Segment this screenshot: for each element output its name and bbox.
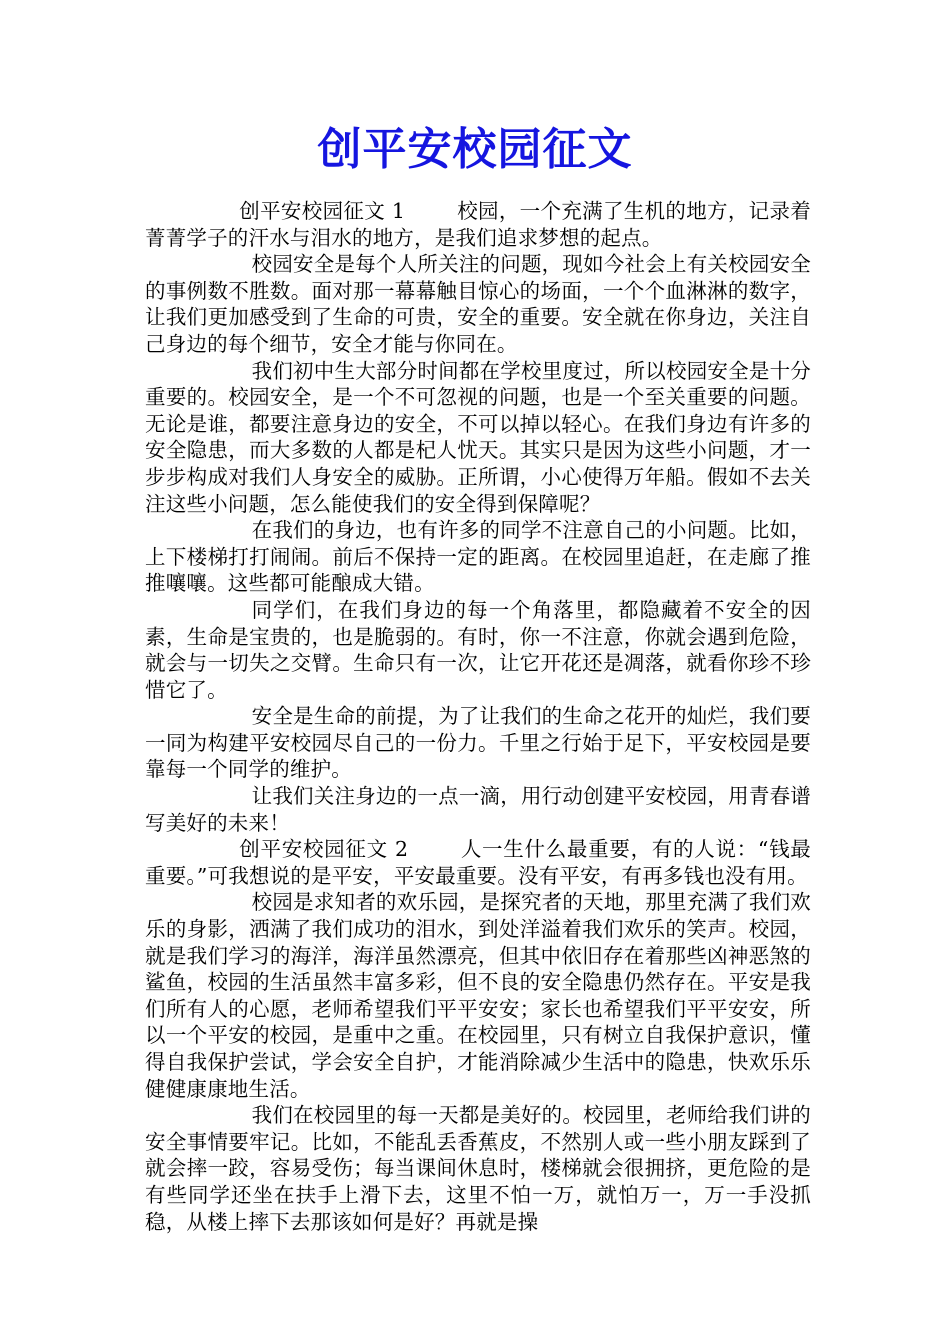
essay-2-first-paragraph (145, 836, 811, 889)
paragraph: 我们初中生大部分时间都在学校里度过，所以校园安全是十分重要的。校园安全，是一个不可忽视的问题，也是一个至关重要的问题。无论是谁，都要注意身边的安全，不可以掉以轻心。在我们身边有许多的安全隐患，而大多数的人都是杞人忧天。其实只是因为这些小问题，才一步步构成对我们人身安全的威胁。正所谓，小心使得万年船。假如不去关注这些小问题，怎么能使我们的安全得到保障呢？ (145, 358, 811, 516)
essay-1-first-paragraph (145, 198, 811, 251)
document-title: 创平安校园征文 (317, 124, 633, 175)
paragraph: 安全是生命的前提，为了让我们的生命之花开的灿烂，我们要一同为构建平安校园尽自己的一份力。千里之行始于足下，平安校园是要靠每一个同学的维护。 (145, 704, 811, 782)
paragraph: 在我们的身边，也有许多的同学不注意自己的小问题。比如，上下楼梯打打闹闹。前后不保持一定的距离。在校园里追赶，在走廊了推推嚷嚷。这些都可能酿成大错。 (145, 518, 811, 596)
paragraph: 让我们关注身边的一点一滴，用行动创建平安校园，用青春谱写美好的未来！ (145, 784, 811, 835)
document-body (145, 198, 811, 1235)
paragraph: 我们在校园里的每一天都是美好的。校园里，老师给我们讲的安全事情要牢记。比如，不能乱丢香蕉皮，不然别人或一些小朋友踩到了就会摔一跤，容易受伤；每当课间休息时，楼梯就会很拥挤，更危险的是有些同学还坐在扶手上滑下去，这里不怕一万，就怕万一，万一手没抓稳，从楼上摔下去那该如何是好？再就是操 (145, 1103, 811, 1234)
paragraph-text: 人一生什么最重要，有的人说：“钱最重要。”可我想说的是平安，平安最重要。没有平安，有再多钱也没有用。 (145, 837, 811, 888)
essay-1-label: 创平安校园征文 1 (239, 199, 406, 223)
paragraph: 校园是求知者的欢乐园，是探究者的天地，那里充满了我们欢乐的身影，洒满了我们成功的泪水，到处洋溢着我们欢乐的笑声。校园，就是我们学习的海洋，海洋虽然漂亮，但其中依旧存在着那些凶神恶煞的鲨鱼，校园的生活虽然丰富多彩，但不良的安全隐患仍然存在。平安是我们所有人的心愿，老师希望我们平平安安；家长也希望我们平平安安，所以一个平安的校园，是重中之重。在校园里，只有树立自我保护意识，懂得自我保护尝试，学会安全自护，才能消除减少生活中的隐患，快欢乐乐健健康康地生活。 (145, 890, 811, 1101)
paragraph-text: 校园，一个充满了生机的地方，记录着菁菁学子的汗水与泪水的地方，是我们追求梦想的起点。 (145, 199, 812, 250)
paragraph: 同学们，在我们身边的每一个角落里，都隐藏着不安全的因素，生命是宝贵的，也是脆弱的。有时，你一不注意，你就会遇到危险，就会与一切失之交臂。生命只有一次，让它开花还是凋落，就看你珍不珍惜它了。 (145, 597, 811, 702)
essay-2-label: 创平安校园征文 2 (239, 837, 409, 862)
paragraph: 校园安全是每个人所关注的问题，现如今社会上有关校园安全的事例数不胜数。面对那一幕幕触目惊心的场面，一个个血淋淋的数字，让我们更加感受到了生命的可贵，安全的重要。安全就在你身边，关注自己身边的每个细节，安全才能与你同在。 (145, 252, 811, 356)
